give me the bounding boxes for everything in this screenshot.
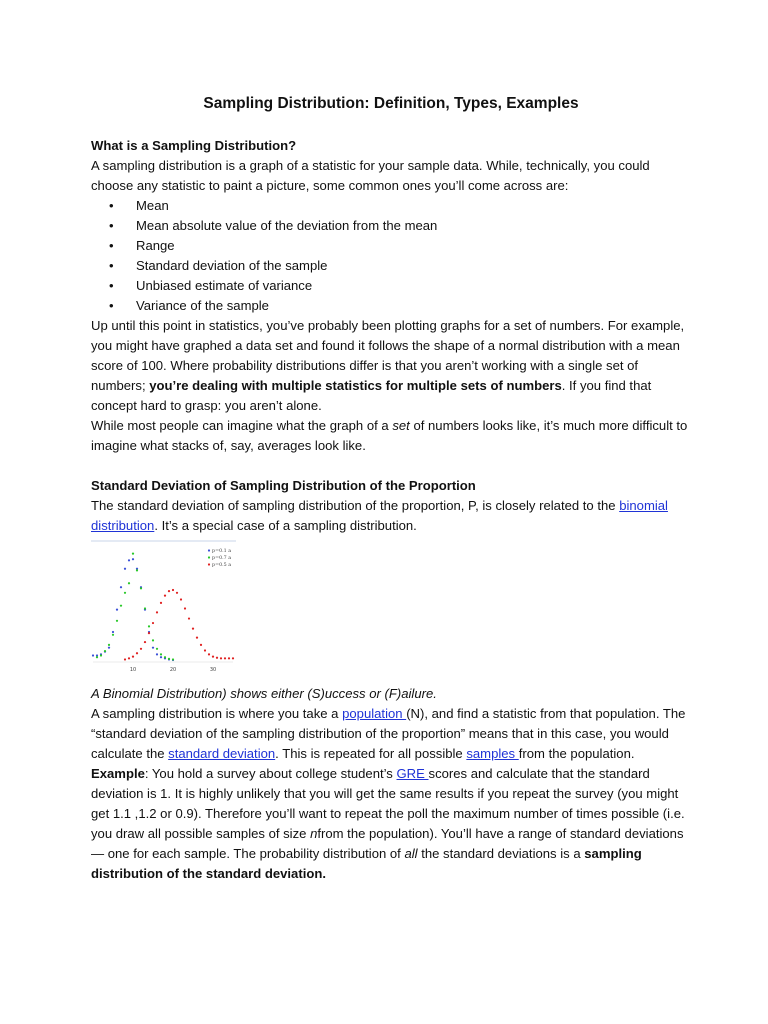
data-point bbox=[136, 569, 138, 571]
data-point bbox=[172, 589, 174, 591]
data-point bbox=[132, 558, 134, 560]
list-item: • Range bbox=[136, 236, 691, 256]
data-point bbox=[120, 586, 122, 588]
data-point bbox=[112, 634, 114, 636]
data-point bbox=[188, 617, 190, 619]
data-point bbox=[204, 649, 206, 651]
data-point bbox=[164, 656, 166, 658]
data-point bbox=[124, 658, 126, 660]
data-point bbox=[128, 559, 130, 561]
document-body bbox=[91, 94, 691, 884]
list-item: • Mean bbox=[136, 196, 691, 216]
section-heading-standard-deviation: Standard Deviation of Sampling Distribution of the Proportion bbox=[91, 478, 476, 493]
section1-paragraph-2: While most people can imagine what the graph of a set of numbers looks like, it’s much more difficult to imagine what stacks of, say, averages look like. bbox=[91, 418, 688, 453]
chart-caption: A Binomial Distribution) shows either (S)uccess or (F)ailure. bbox=[91, 686, 437, 701]
section1-intro: A sampling distribution is a graph of a statistic for your sample data. While, technically, you could choose any statistic to paint a picture, some common ones you’ll come across are: bbox=[91, 158, 650, 193]
data-point bbox=[132, 553, 134, 555]
data-point bbox=[160, 656, 162, 658]
data-point bbox=[164, 595, 166, 597]
example-paragraph: Example: You hold a survey about college student’s GRE scores and calculate that the standard deviation is 1. It is highly unlikely that you will get the same results if you repeat the survey (you might get 1.1 ,1.2 or 0.9). Therefore you’ll want to repeat the poll the maximum number of times possible (i.e. you draw all possible samples of size nfrom the population). You’ll have a range of standard deviations — one for each sample. The probability distribution of all the standard deviations is a sampling distribution of the standard deviation. bbox=[91, 766, 685, 881]
data-point bbox=[168, 658, 170, 660]
page-title: Sampling Distribution: Definition, Types, Examples bbox=[203, 95, 579, 112]
data-point bbox=[156, 648, 158, 650]
data-point bbox=[124, 568, 126, 570]
section2-intro: The standard deviation of sampling distribution of the proportion, P, is closely related to the binomial distribution. It’s a special case of a sampling distribution. bbox=[91, 498, 668, 533]
data-point bbox=[156, 611, 158, 613]
legend-marker bbox=[208, 563, 210, 565]
list-item: • Unbiased estimate of variance bbox=[136, 276, 691, 296]
data-point bbox=[124, 592, 126, 594]
data-point bbox=[100, 654, 102, 656]
data-point bbox=[152, 622, 154, 624]
legend-label: p=0.7 a bbox=[212, 556, 232, 561]
data-point bbox=[140, 648, 142, 650]
data-point bbox=[128, 582, 130, 584]
data-point bbox=[220, 657, 222, 659]
data-point bbox=[144, 607, 146, 609]
section2-paragraph-1: A sampling distribution is where you take a population (N), and find a statistic from that population. The “standard deviation of the sampling distribution of the proportion” means that in this case, you would calculate the standard deviation. This is repeated for all possible samples from the population. bbox=[91, 706, 686, 761]
data-point bbox=[108, 647, 110, 649]
data-point bbox=[228, 657, 230, 659]
list-item: • Standard deviation of the sample bbox=[136, 256, 691, 276]
data-point bbox=[212, 656, 214, 658]
x-tick-label: 30 bbox=[209, 667, 217, 673]
data-point bbox=[196, 637, 198, 639]
legend-label: p=0.1 a bbox=[212, 549, 232, 554]
list-item: • Mean absolute value of the deviation from the mean bbox=[136, 216, 691, 236]
data-point bbox=[136, 652, 138, 654]
binomial-chart-container bbox=[91, 540, 691, 678]
data-point bbox=[152, 639, 154, 641]
data-point bbox=[132, 656, 134, 658]
data-point bbox=[128, 657, 130, 659]
data-point bbox=[144, 641, 146, 643]
data-point bbox=[140, 587, 142, 589]
data-point bbox=[232, 657, 234, 659]
x-tick-label: 10 bbox=[129, 667, 137, 673]
list-item: • Variance of the sample bbox=[136, 296, 691, 316]
data-point bbox=[160, 653, 162, 655]
data-point bbox=[148, 632, 150, 634]
data-point bbox=[224, 657, 226, 659]
data-point bbox=[208, 653, 210, 655]
data-point bbox=[176, 592, 178, 594]
data-point bbox=[160, 602, 162, 604]
data-point bbox=[152, 647, 154, 649]
data-point bbox=[116, 620, 118, 622]
statistics-list bbox=[91, 196, 691, 316]
data-point bbox=[200, 644, 202, 646]
samples-link[interactable]: samples bbox=[466, 746, 519, 761]
legend-marker bbox=[208, 556, 210, 558]
data-point bbox=[92, 654, 94, 656]
data-point bbox=[120, 605, 122, 607]
data-point bbox=[156, 653, 158, 655]
data-point bbox=[184, 607, 186, 609]
data-point bbox=[116, 609, 118, 611]
data-point bbox=[192, 628, 194, 630]
data-point bbox=[172, 658, 174, 660]
data-point bbox=[148, 625, 150, 627]
data-point bbox=[180, 598, 182, 600]
data-point bbox=[216, 657, 218, 659]
data-point bbox=[168, 590, 170, 592]
population-link[interactable]: population bbox=[342, 706, 407, 721]
legend-label: p=0.5 a bbox=[212, 563, 232, 568]
data-point bbox=[112, 631, 114, 633]
standard-deviation-link[interactable]: standard deviation bbox=[168, 746, 276, 761]
data-point bbox=[96, 656, 98, 658]
section-heading-what-is: What is a Sampling Distribution? bbox=[91, 138, 297, 153]
gre-link[interactable]: GRE bbox=[396, 766, 429, 781]
legend-marker bbox=[208, 549, 210, 551]
binomial-distribution-chart bbox=[91, 540, 236, 674]
data-point bbox=[104, 650, 106, 652]
binomial-distribution-link[interactable]: binomial distribution bbox=[91, 498, 668, 533]
x-tick-label: 20 bbox=[169, 667, 177, 673]
section1-paragraph-1: Up until this point in statistics, you’ve probably been plotting graphs for a set of numbers. For example, you might have graphed a data set and found it follows the shape of a normal distribution with a mean score of 100. Where probability distributions differ is that you aren’t working with a single set of numbers; you’re dealing with multiple statistics for multiple sets of numbers. If you find that concept hard to grasp: you aren’t alone. bbox=[91, 318, 685, 413]
data-point bbox=[108, 644, 110, 646]
